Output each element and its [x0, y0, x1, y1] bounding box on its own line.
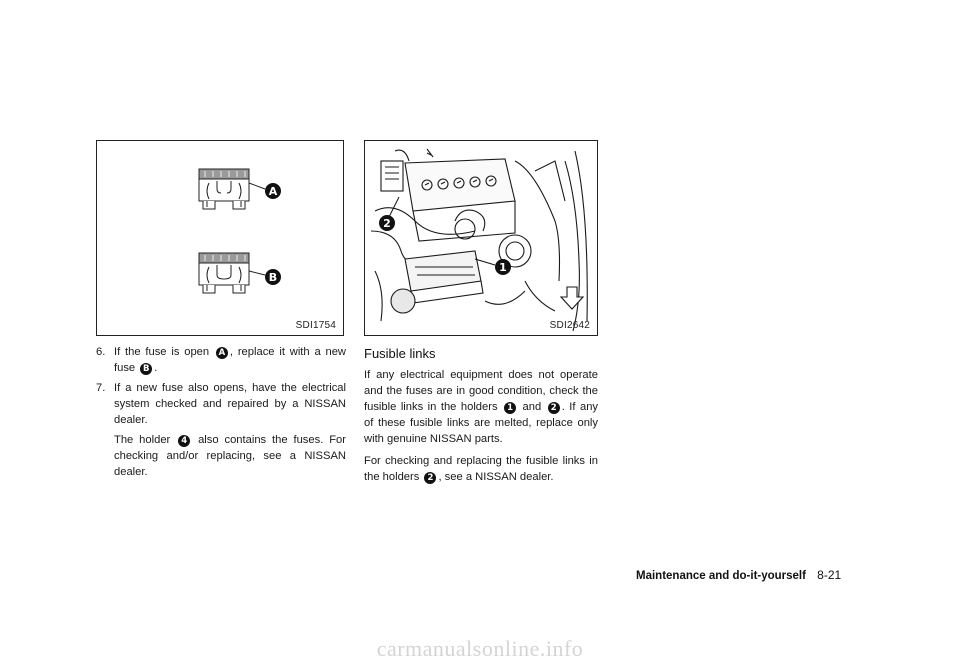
paragraph-1: [364, 367, 598, 447]
note-text: The holder: [114, 434, 171, 446]
label-a: A: [268, 185, 278, 198]
fusible-links-figure: [364, 140, 598, 336]
right-column: [364, 344, 598, 491]
fuse-illustration: [97, 141, 345, 337]
watermark: carmanualsonline.info: [376, 636, 584, 661]
label-b: B: [268, 271, 278, 284]
label-1: 1: [499, 261, 507, 274]
paragraph-text: For checking and replacing the fusible links in the holders: [364, 455, 598, 483]
holder-note: [96, 432, 346, 480]
left-column: [96, 344, 346, 480]
step-text: , replace it with a new fuse: [114, 346, 346, 374]
step-text: .: [154, 362, 158, 374]
step-number: 7.: [96, 382, 106, 394]
fuse-figure: [96, 140, 344, 336]
paragraph-text: , see a NISSAN dealer.: [438, 471, 554, 483]
figure-code: SDI2642: [549, 320, 590, 331]
good-fuse: [199, 253, 249, 293]
section-heading: Fusible links: [364, 346, 436, 361]
callout-badge: A: [216, 347, 228, 359]
paragraph-text: and: [522, 401, 542, 413]
figure-code: SDI1754: [295, 320, 336, 331]
page-footer: [636, 568, 841, 582]
paragraph-text: . If any of these fusible links are melted, replace only with genuine NISSAN parts.: [364, 401, 599, 445]
blown-fuse: [199, 169, 249, 209]
page-number: 8-21: [817, 568, 842, 582]
step-text: If a new fuse also opens, have the electrical system checked and repaired by a NISSAN dealer.: [114, 382, 346, 426]
section-title: Maintenance and do-it-yourself: [636, 570, 806, 582]
callout-badge: B: [140, 363, 152, 375]
step-text: If the fuse is open: [114, 346, 210, 358]
engine-bay-illustration: [365, 141, 599, 337]
callout-badge: 4: [178, 435, 190, 447]
paragraph-text: If any electrical equipment does not operate and the fuses are in good condition, check the fusible links in the holders: [364, 369, 598, 413]
step-number: 6.: [96, 346, 106, 358]
label-2: 2: [383, 217, 391, 230]
step-6: [96, 344, 346, 376]
step-7: [96, 380, 346, 428]
callout-badge: 1: [504, 402, 516, 414]
callout-badge: 2: [424, 472, 436, 484]
paragraph-2: [364, 453, 598, 485]
callout-badge: 2: [548, 402, 560, 414]
note-text: also contains the fuses. For checking and/or replacing, see a NISSAN dealer.: [114, 434, 346, 478]
